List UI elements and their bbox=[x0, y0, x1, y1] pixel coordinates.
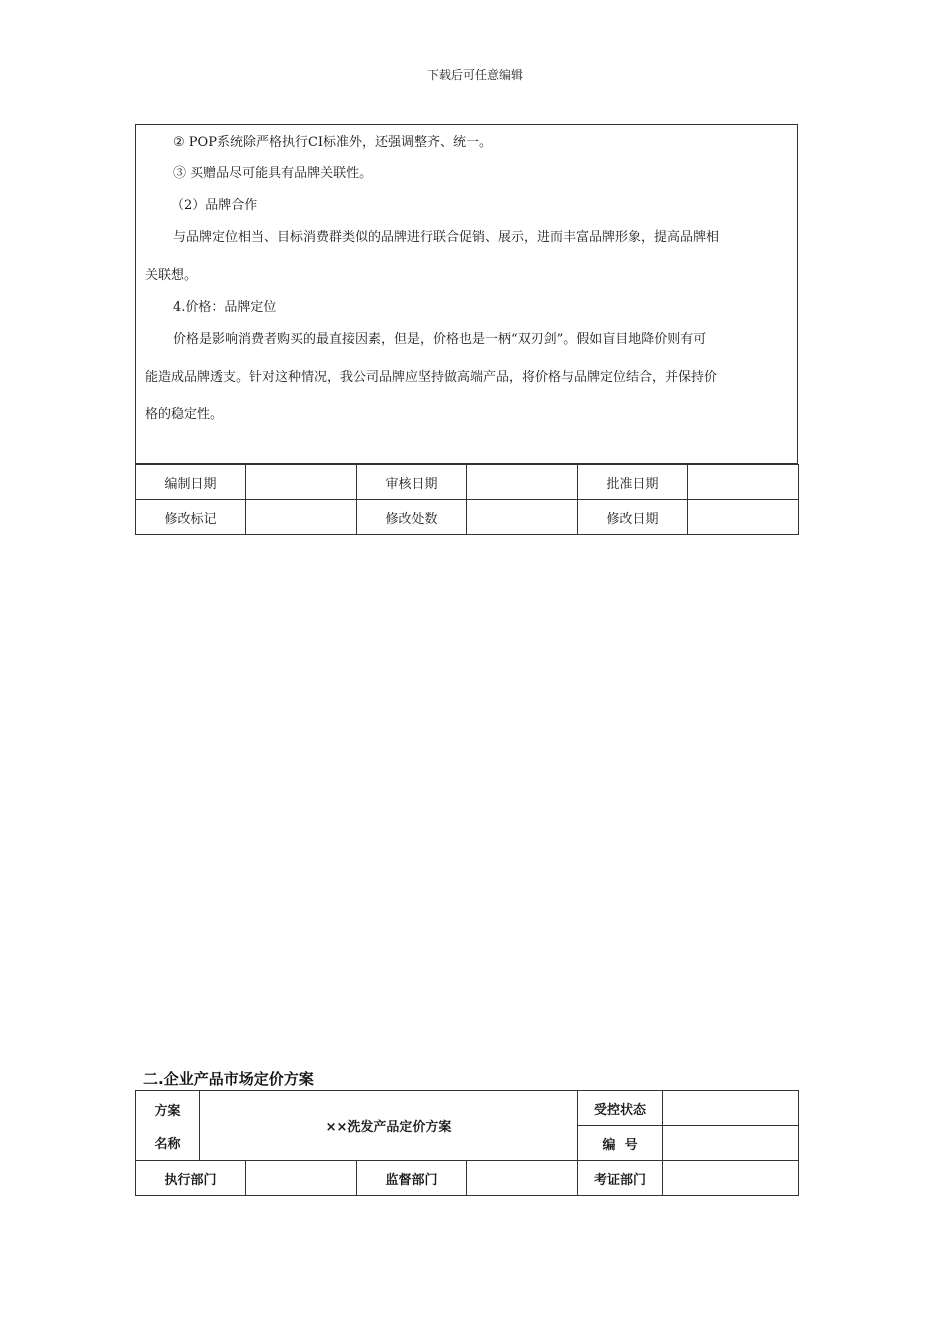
value-exec-dept[interactable] bbox=[246, 1161, 357, 1196]
subheading-brand-cooperation: （2）品牌合作 bbox=[171, 198, 258, 213]
list-item-3: ③ 买赠品尽可能具有品牌关联性。 bbox=[173, 166, 373, 181]
value-supervise-dept[interactable] bbox=[467, 1161, 578, 1196]
paragraph-line: 关联想。 bbox=[145, 268, 198, 283]
header-note: 下载后可任意编辑 bbox=[426, 68, 523, 82]
content-box bbox=[135, 124, 798, 464]
paragraph-line: 格的稳定性。 bbox=[145, 407, 224, 422]
list-item-2: ② POP系统除严格执行CI标准外，还强调整齐、统一。 bbox=[173, 135, 493, 150]
label-verify-dept: 考证部门 bbox=[578, 1161, 663, 1196]
value-compile-date[interactable] bbox=[246, 465, 357, 500]
section-title: 二.企业产品市场定价方案 bbox=[143, 1070, 314, 1088]
value-verify-dept[interactable] bbox=[663, 1161, 799, 1196]
label-controlled-status: 受控状态 bbox=[578, 1091, 663, 1126]
value-revision-mark[interactable] bbox=[246, 500, 357, 535]
label-compile-date: 编制日期 bbox=[136, 465, 246, 500]
table-row bbox=[136, 1091, 799, 1126]
label-revision-mark: 修改标记 bbox=[136, 500, 246, 535]
table-row bbox=[136, 465, 799, 500]
value-number[interactable] bbox=[663, 1126, 799, 1161]
label-revision-count: 修改处数 bbox=[357, 500, 467, 535]
label-revision-date: 修改日期 bbox=[578, 500, 688, 535]
table-row bbox=[136, 500, 799, 535]
value-approve-date[interactable] bbox=[688, 465, 799, 500]
paragraph-line: 与品牌定位相当、目标消费群类似的品牌进行联合促销、展示，进而丰富品牌形象，提高品牌相 bbox=[173, 230, 720, 245]
label-approve-date: 批准日期 bbox=[578, 465, 688, 500]
label-review-date: 审核日期 bbox=[357, 465, 467, 500]
label-number: 编 号 bbox=[578, 1126, 663, 1161]
label-exec-dept: 执行部门 bbox=[136, 1161, 246, 1196]
heading-price: 4.价格：品牌定位 bbox=[173, 300, 277, 315]
value-revision-date[interactable] bbox=[688, 500, 799, 535]
paragraph-line: 价格是影响消费者购买的最直接因素，但是，价格也是一柄“双刃剑”。假如盲目地降价则有可 bbox=[173, 332, 707, 347]
revision-table bbox=[135, 464, 799, 535]
table-row bbox=[136, 1161, 799, 1196]
label-supervise-dept: 监督部门 bbox=[357, 1161, 467, 1196]
plan-name-label: 方案 名称 bbox=[136, 1091, 200, 1161]
value-controlled-status[interactable] bbox=[663, 1091, 799, 1126]
value-revision-count[interactable] bbox=[467, 500, 578, 535]
value-review-date[interactable] bbox=[467, 465, 578, 500]
plan-name-value: ××洗发产品定价方案 bbox=[200, 1091, 578, 1161]
plan-header-table bbox=[135, 1090, 799, 1196]
paragraph-line: 能造成品牌透支。针对这种情况，我公司品牌应坚持做高端产品，将价格与品牌定位结合，并保持价 bbox=[145, 370, 718, 385]
